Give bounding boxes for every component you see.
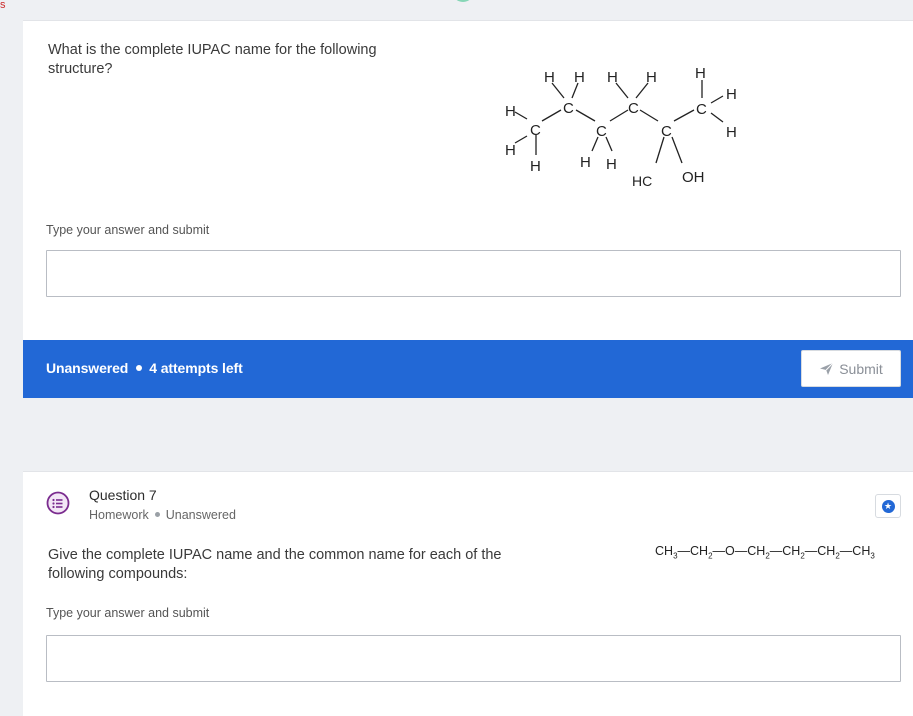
- submit-button[interactable]: [801, 350, 901, 387]
- atom-h: H: [695, 65, 706, 82]
- separator-dot: [155, 512, 160, 517]
- atom-h: H: [606, 156, 617, 173]
- question-state: Unanswered: [165, 508, 236, 522]
- status-state: Unanswered: [46, 360, 129, 376]
- status-bar: [23, 340, 913, 398]
- atom-c: C: [628, 100, 639, 117]
- separator-dot: [136, 365, 142, 371]
- attempts-left: 4 attempts left: [149, 360, 243, 376]
- atom-h: H: [607, 69, 618, 86]
- ether-formula: $CH_3—CH_2—O—CH_2—CH_2—CH_2—CH_3$: [655, 544, 875, 561]
- submit-label: Submit: [839, 360, 883, 377]
- question-7-meta: [89, 508, 236, 522]
- bookmark-button[interactable]: [875, 494, 901, 518]
- atom-c: C: [596, 123, 607, 140]
- molecule-structure: [470, 40, 750, 200]
- structure-bonds: [515, 80, 723, 163]
- atom-h: H: [505, 142, 516, 159]
- atom-h: H: [726, 124, 737, 141]
- atom-h: H: [726, 86, 737, 103]
- atom-h: H: [505, 103, 516, 120]
- answer-input-q7[interactable]: [46, 635, 901, 682]
- question-7-title: Question 7: [89, 487, 157, 503]
- question-7-card: [23, 471, 913, 716]
- question-7-text: Give the complete IUPAC name and the common name for each of the following compounds:: [48, 547, 502, 582]
- status-text: [46, 360, 243, 376]
- question-6-card: [23, 20, 913, 340]
- answer-input-q6[interactable]: [46, 250, 901, 297]
- atom-c: C: [563, 100, 574, 117]
- star-icon: ★: [882, 500, 895, 513]
- answer-prompt: Type your answer and submit: [46, 606, 210, 620]
- question-category: Homework: [89, 508, 149, 522]
- atom-h: H: [646, 69, 657, 86]
- question-6-text: What is the complete IUPAC name for the following structure?: [48, 42, 377, 77]
- methyl-group: HC: [632, 173, 653, 189]
- progress-circle-icon: [452, 0, 474, 2]
- atom-h: H: [530, 158, 541, 175]
- atom-c: C: [661, 123, 672, 140]
- answer-prompt: Type your answer and submit: [46, 223, 210, 237]
- hydroxyl-group: OH: [682, 169, 705, 186]
- atom-h: H: [580, 154, 591, 171]
- atom-h: H: [574, 69, 585, 86]
- edge-glyph: s: [0, 0, 6, 11]
- question-list-icon: [46, 491, 70, 515]
- atom-c: C: [530, 122, 541, 139]
- send-icon: [819, 362, 834, 376]
- atom-c: C: [696, 101, 707, 118]
- atom-h: H: [544, 69, 555, 86]
